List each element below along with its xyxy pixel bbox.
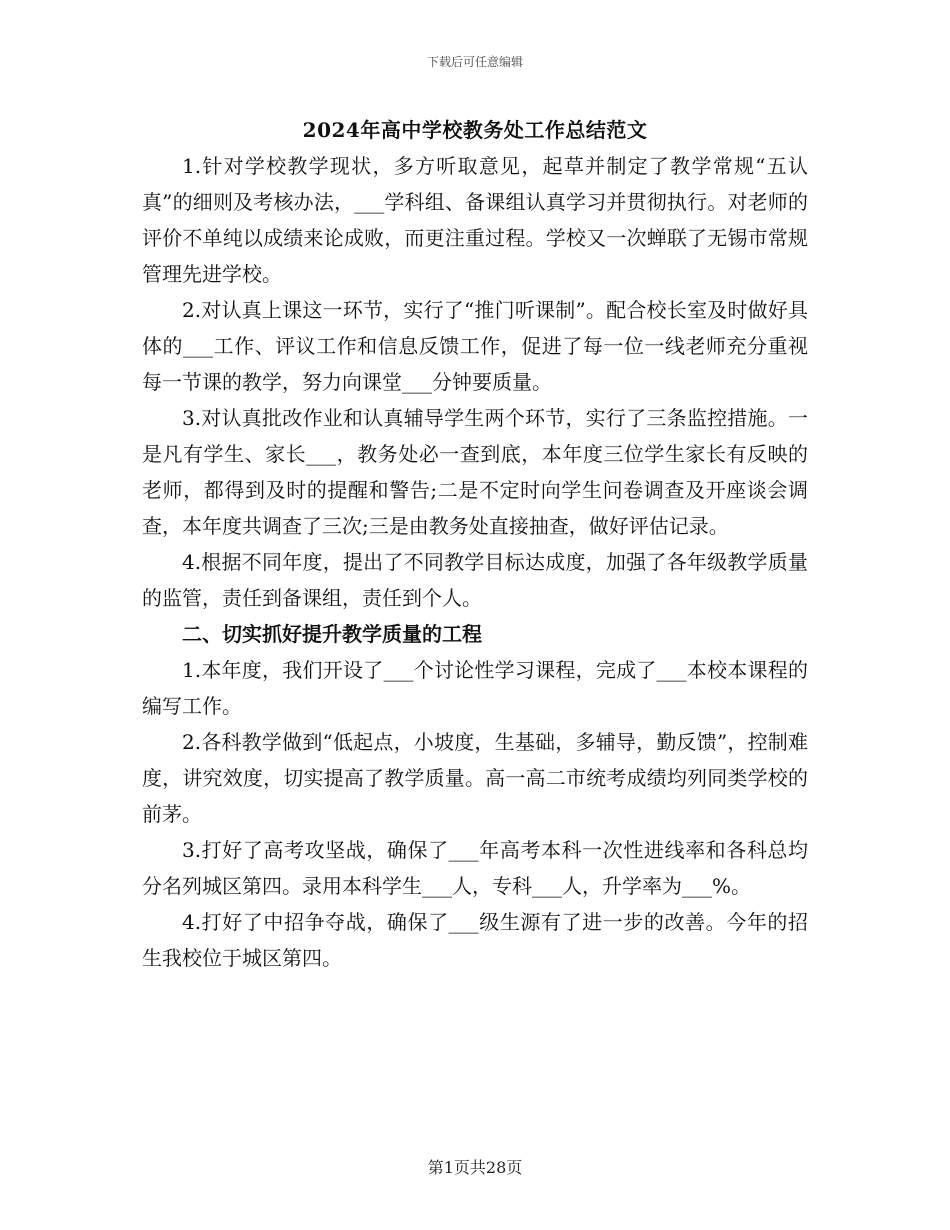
paragraph: 3.对认真批改作业和认真辅导学生两个环节，实行了三条监控措施。一是凡有学生、家长___，教务处必一查到底，本年度三位学生家长有反映的老师，都得到及时的提醒和警告;二是不定时向学生问卷调查及开座谈会调查，本年度共调查了三次;三是由教务处直接抽查，做好评估记录。 [142,406,808,538]
header-note: 下载后可任意编辑 [426,55,523,69]
paragraph: 4.打好了中招争夺战，确保了___级生源有了进一步的改善。今年的招生我校位于城区第四。 [142,910,808,970]
document-title: 2024年高中学校教务处工作总结范文 [302,118,648,142]
paragraph: 1.本年度，我们开设了___个讨论性学习课程，完成了___本校本课程的编写工作。 [142,658,808,718]
document-body [142,112,808,976]
paragraph: 3.打好了高考攻坚战，确保了___年高考本科一次性进线率和各科总均分名列城区第四。录用本科学生___人，专科___人，升学率为___%。 [142,838,808,898]
paragraph: 4.根据不同年度，提出了不同教学目标达成度，加强了各年级教学质量的监管，责任到备课组，责任到个人。 [142,550,808,610]
section-heading: 二、切实抓好提升教学质量的工程 [182,622,482,646]
paragraph: 2.各科教学做到“低起点，小坡度，生基础，多辅导，勤反馈”，控制难度，讲究效度，切实提高了教学质量。高一高二市统考成绩均列同类学校的前茅。 [142,730,808,826]
paragraph: 1.针对学校教学现状，多方听取意见，起草并制定了教学常规“五认真”的细则及考核办法，___学科组、备课组认真学习并贯彻执行。对老师的评价不单纯以成绩来论成败，而更注重过程。学校又一次蝉联了无锡市常规管理先进学校。 [142,154,808,286]
page-number: 第1页共28页 [427,1158,523,1177]
paragraph: 2.对认真上课这一环节，实行了“推门听课制”。配合校长室及时做好具体的___工作、评议工作和信息反馈工作，促进了每一位一线老师充分重视每一节课的教学，努力向课堂___分钟要质量。 [142,298,808,394]
